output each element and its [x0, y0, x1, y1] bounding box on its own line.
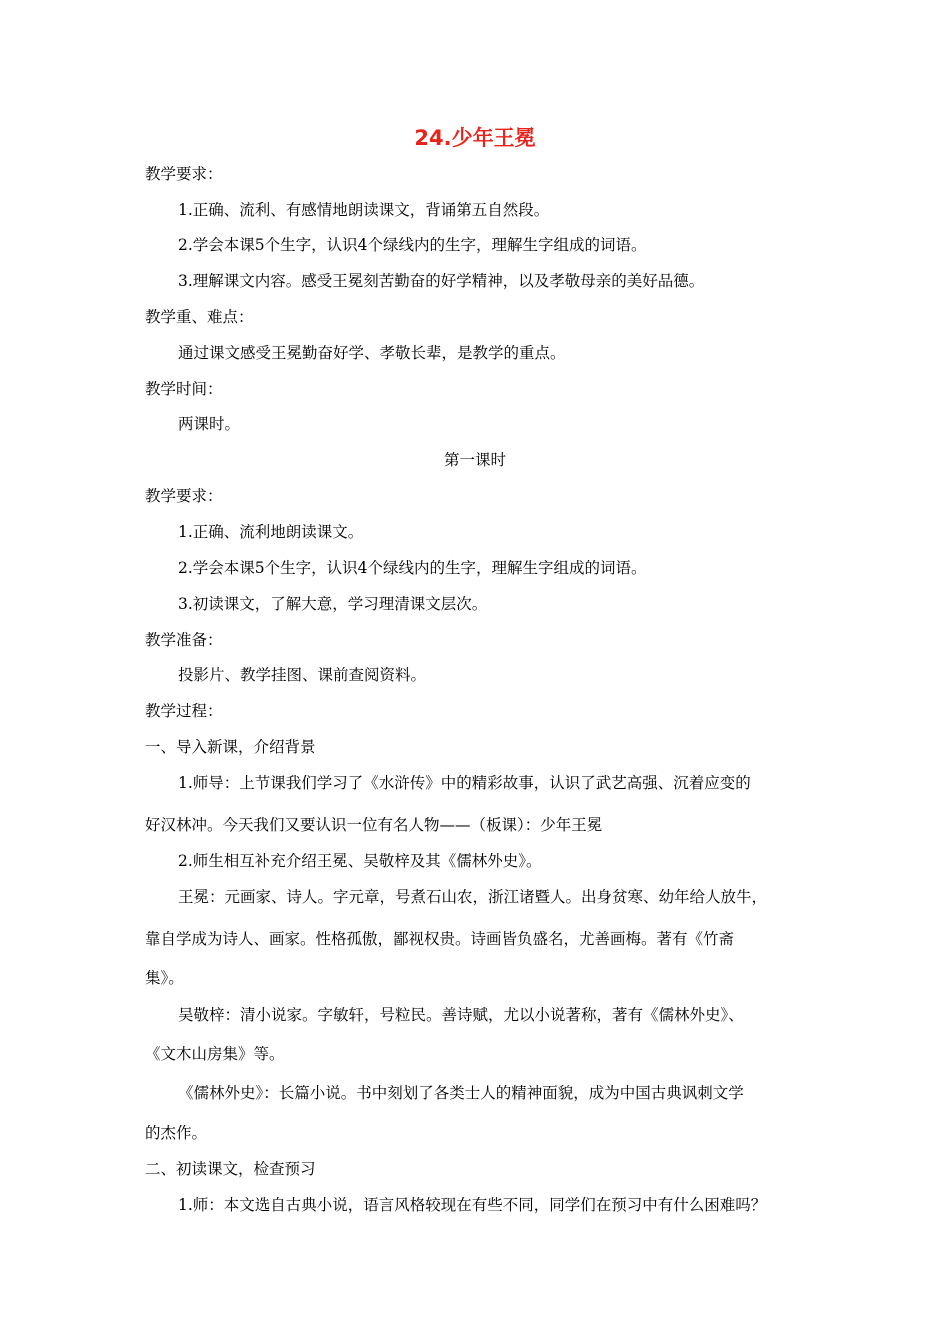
heading-teaching-process: 教学过程：	[145, 702, 223, 720]
paragraph-line: 好汉林冲。今天我们又要认识一位有名人物——（板课）：少年王冕	[145, 816, 603, 834]
lesson1-requirement-3: 3.初读课文，了解大意，学习理清课文层次。	[178, 595, 488, 613]
section-first-lesson: 第一课时	[443, 451, 506, 469]
paragraph-line: 《儒林外史》：长篇小说。书中刻划了各类士人的精神面貌，成为中国古典讽刺文学	[178, 1084, 744, 1102]
paragraph-line: 王冕：元画家、诗人。字元章，号煮石山农，浙江诸暨人。出身贫寒、幼年给人放牛，	[178, 888, 768, 906]
heading-lesson1-requirements: 教学要求：	[145, 487, 223, 505]
lesson1-requirement-1: 1.正确、流利地朗读课文。	[178, 523, 364, 541]
step-1-heading: 一、导入新课，介绍背景	[145, 738, 316, 756]
paragraph-line: 1.师：本文选自古典小说，语言风格较现在有些不同，同学们在预习中有什么困难吗？	[178, 1196, 767, 1214]
requirement-item-3: 3.理解课文内容。感受王冕刻苦勤奋的好学精神，以及孝敬母亲的美好品德。	[178, 272, 705, 290]
paragraph-line: 的杰作。	[145, 1124, 208, 1142]
requirement-item-2: 2.学会本课5个生字，认识4个绿线内的生字，理解生字组成的词语。	[178, 236, 647, 254]
heading-teaching-time: 教学时间：	[145, 380, 223, 398]
paragraph-line: 《文木山房集》等。	[145, 1045, 285, 1063]
step-2-heading: 二、初读课文，检查预习	[145, 1160, 316, 1178]
heading-teaching-requirements: 教学要求：	[145, 165, 223, 183]
heading-preparation: 教学准备：	[145, 631, 223, 649]
paragraph-line: 吴敬梓：清小说家。字敏轩，号粒民。善诗赋，尤以小说著称，著有《儒林外史》、	[178, 1006, 744, 1024]
key-points-text: 通过课文感受王冕勤奋好学、孝敬长辈，是教学的重点。	[178, 344, 566, 362]
preparation-text: 投影片、教学挂图、课前查阅资料。	[178, 666, 427, 684]
requirement-item-1: 1.正确、流利、有感情地朗读课文，背诵第五自然段。	[178, 201, 550, 219]
lesson-title: 24.少年王冕	[414, 126, 536, 150]
paragraph-line: 集》。	[145, 969, 184, 987]
teaching-time-text: 两课时。	[178, 415, 241, 433]
paragraph-line: 2.师生相互补充介绍王冕、吴敬梓及其《儒林外史》。	[178, 852, 542, 870]
lesson1-requirement-2: 2.学会本课5个生字，认识4个绿线内的生字，理解生字组成的词语。	[178, 559, 647, 577]
heading-key-points: 教学重、难点：	[145, 308, 254, 326]
paragraph-line: 1.师导：上节课我们学习了《水浒传》中的精彩故事，认识了武艺高强、沉着应变的	[178, 774, 751, 792]
paragraph-line: 靠自学成为诗人、画家。性格孤傲，鄙视权贵。诗画皆负盛名，尤善画梅。著有《竹斋	[145, 930, 735, 948]
